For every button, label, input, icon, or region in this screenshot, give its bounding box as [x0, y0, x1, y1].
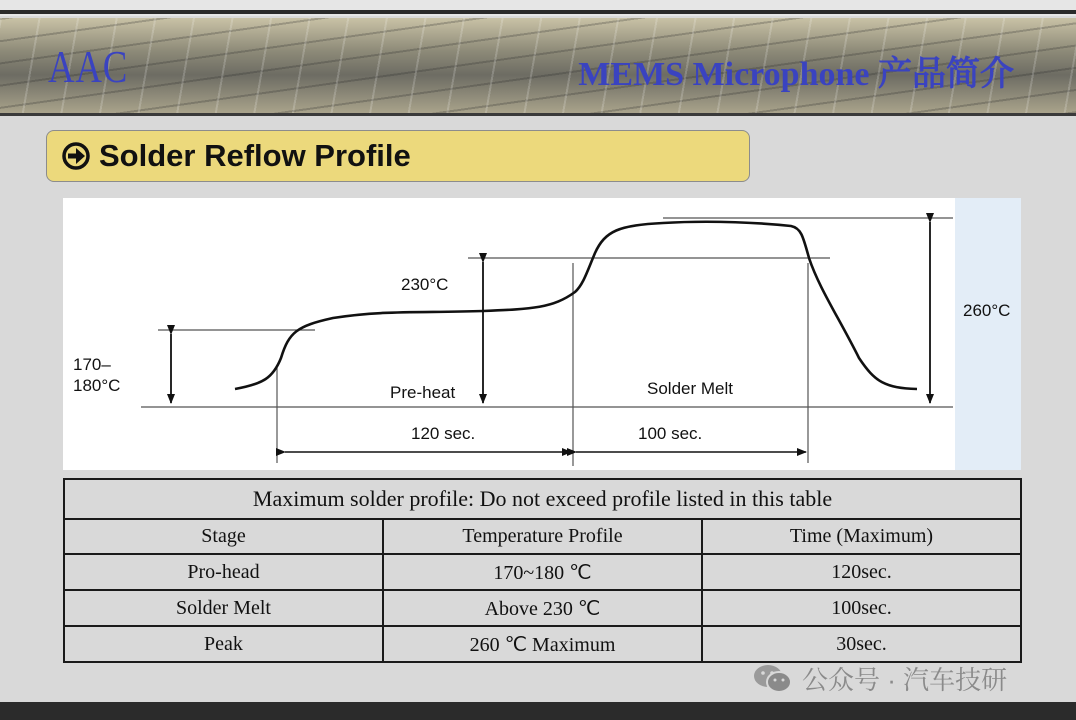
table-cell: Solder Melt: [64, 590, 383, 626]
circle-arrow-right-icon: [61, 141, 91, 171]
solder-profile-table: [63, 478, 1022, 663]
table-cell: 120sec.: [702, 554, 1021, 590]
column-header-temperature: Temperature Profile: [383, 519, 702, 554]
temp-peak-label: 260°C: [963, 301, 1011, 320]
watermark: [752, 660, 1007, 697]
temp-preheat-label: 170– 180°C: [73, 355, 121, 395]
top-rule: [0, 0, 1076, 16]
bottom-rule: [0, 702, 1076, 720]
header-banner: [0, 18, 1076, 116]
profile-curve: [235, 222, 917, 389]
table-cell: 170~180 ℃: [383, 554, 702, 590]
time-melt-label: 100 sec.: [638, 424, 703, 443]
table-cell: 30sec.: [702, 626, 1021, 662]
table-row: [64, 626, 1021, 662]
page-title: MEMS Microphone 产品简介: [578, 56, 1014, 93]
section-title: Solder Reflow Profile: [99, 138, 411, 173]
table-cell: Above 230 ℃: [383, 590, 702, 626]
section-header: [46, 130, 750, 182]
table-row: [64, 554, 1021, 590]
wechat-icon: [752, 663, 794, 695]
column-header-stage: Stage: [64, 519, 383, 554]
table-caption: Maximum solder profile: Do not exceed profile listed in this table: [64, 479, 1021, 519]
column-header-time: Time (Maximum): [702, 519, 1021, 554]
table-cell: 260 ℃ Maximum: [383, 626, 702, 662]
reflow-profile-diagram: [63, 198, 1021, 470]
time-preheat-label: 120 sec.: [411, 424, 476, 443]
phase-melt-label: Solder Melt: [647, 379, 733, 398]
watermark-text: 公众号 · 汽车技研: [802, 665, 1008, 695]
diagram-edge-shade: [955, 198, 1021, 470]
table-cell: Peak: [64, 626, 383, 662]
phase-preheat-label: Pre-heat: [390, 383, 456, 402]
table-cell: 100sec.: [702, 590, 1021, 626]
temp-230-label: 230°C: [401, 275, 449, 294]
table-cell: Pro-head: [64, 554, 383, 590]
company-logo: AAC: [48, 41, 129, 92]
table-row: [64, 590, 1021, 626]
